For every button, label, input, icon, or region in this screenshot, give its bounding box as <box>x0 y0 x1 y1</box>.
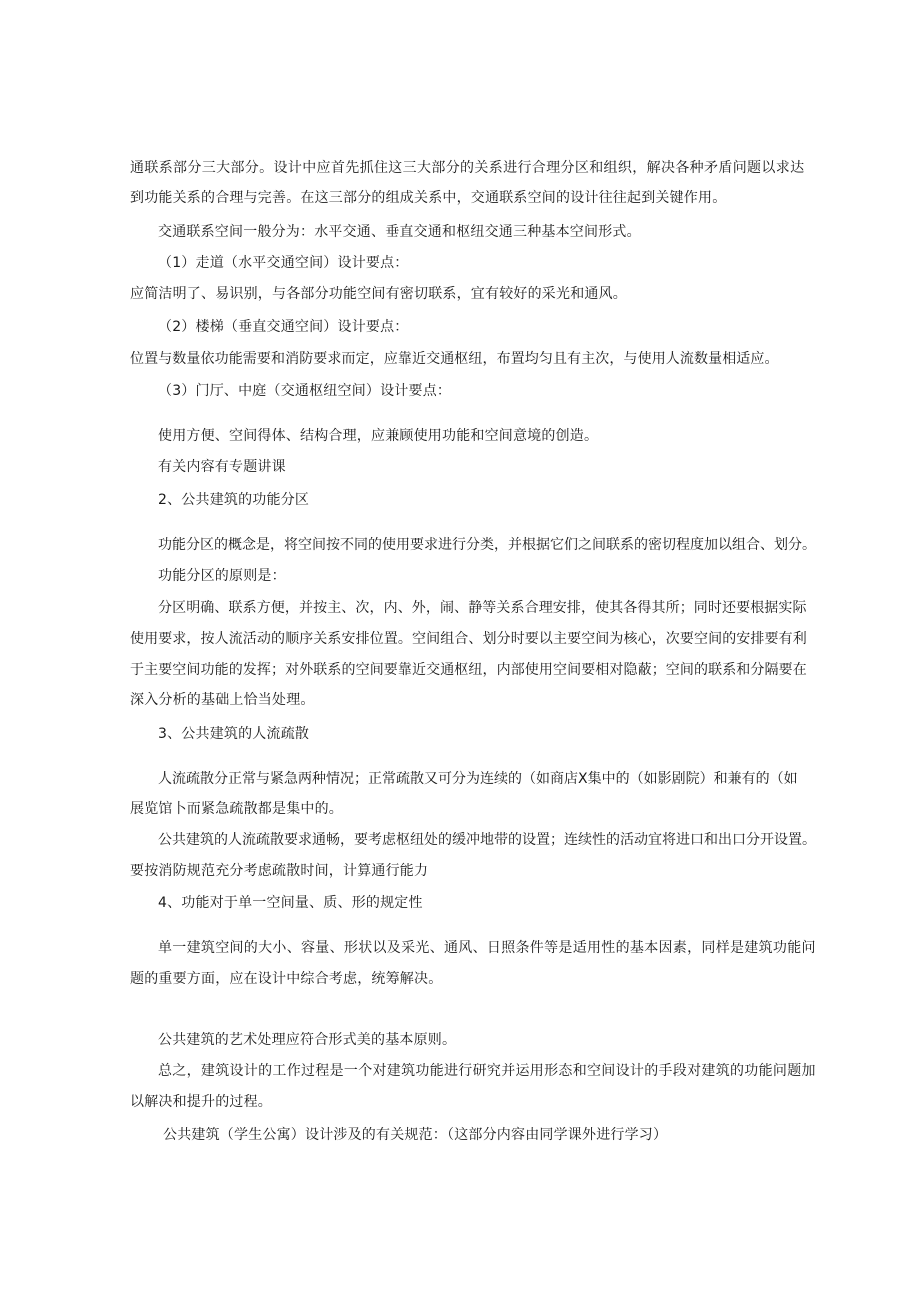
paragraph-line: 分区明确、联系方便，并按主、次，内、外，闹、静等关系合理安排，使其各得其所；同时还要根据实际 <box>158 600 807 616</box>
paragraph-line: 以解决和提升的过程。 <box>130 1094 272 1110</box>
paragraph-line: 公共建筑的人流疏散要求通畅，要考虑枢纽处的缓冲地带的设置；连续性的活动宜将进口和出口分开设置。 <box>158 832 816 848</box>
section-heading: 2、公共建筑的功能分区 <box>158 492 310 508</box>
paragraph-line: 功能分区的原则是： <box>158 568 286 584</box>
paragraph-line: 总之，建筑设计的工作过程是一个对建筑功能进行研究并运用形态和空间设计的手段对建筑的功能问题加 <box>158 1063 816 1079</box>
list-heading: （3）门厅、中庭（交通枢纽空间）设计要点： <box>158 383 452 399</box>
paragraph-line: 位置与数量依功能需要和消防要求而定，应靠近交通枢纽，布置均匀且有主次，与使用人流数量相适应。 <box>130 351 779 367</box>
paragraph-line: 交通联系空间一般分为：水平交通、垂直交通和枢纽交通三种基本空间形式。 <box>158 224 641 240</box>
paragraph-line: 展览馆卜而紧急疏散都是集中的。 <box>130 801 343 817</box>
section-heading: 4、功能对于单一空间量、质、形的规定性 <box>158 895 423 911</box>
section-heading: 3、公共建筑的人流疏散 <box>158 726 310 742</box>
paragraph-line: 使用要求，按人流活动的顺序关系安排位置。空间组合、划分时要以主要空间为核心，次要空间的安排要有利 <box>130 631 807 647</box>
paragraph-line: 公共建筑（学生公寓）设计涉及的有关规范：（这部分内容由同学课外进行学习） <box>163 1127 668 1143</box>
list-heading: （2）楼梯（垂直交通空间）设计要点： <box>158 319 409 335</box>
paragraph-line: 深入分析的基础上恰当处理。 <box>130 692 315 708</box>
paragraph-line: 单一建筑空间的大小、容量、形状以及采光、通风、日照条件等是适用性的基本因素，同样是建筑功能问 <box>158 940 816 956</box>
paragraph-line: 人流疏散分正常与紧急两种情况；正常疏散又可分为连续的（如商店X集中的（如影剧院）和兼有的（如 <box>158 771 798 787</box>
paragraph-line: 功能分区的概念是，将空间按不同的使用要求进行分类，并根据它们之间联系的密切程度加以组合、划分。 <box>158 537 816 553</box>
paragraph-line: 有关内容有专题讲课 <box>158 459 286 475</box>
list-heading: （1）走道（水平交通空间）设计要点： <box>158 255 409 271</box>
paragraph-line: 通联系部分三大部分。设计中应首先抓住这三大部分的关系进行合理分区和组织，解决各种矛盾问题以求达 <box>130 160 805 176</box>
paragraph-line: 公共建筑的艺术处理应符合形式美的基本原则。 <box>158 1032 457 1048</box>
paragraph-line: 使用方便、空间得体、结构合理，应兼顾使用功能和空间意境的创造。 <box>158 428 599 444</box>
paragraph-line: 应简洁明了、易识别，与各部分功能空间有密切联系，宜有较好的采光和通风。 <box>130 286 627 302</box>
paragraph-line: 到功能关系的合理与完善。在这三部分的组成关系中，交通联系空间的设计往往起到关键作用。 <box>130 190 727 206</box>
paragraph-line: 于主要空间功能的发挥；对外联系的空间要靠近交通枢纽，内部使用空间要相对隐蔽；空间的联系和分隔要在 <box>130 662 807 678</box>
paragraph-line: 题的重要方面，应在设计中综合考虑，统筹解决。 <box>130 971 443 987</box>
paragraph-line: 要按消防规范充分考虑疏散时间，计算通行能力 <box>130 863 429 879</box>
